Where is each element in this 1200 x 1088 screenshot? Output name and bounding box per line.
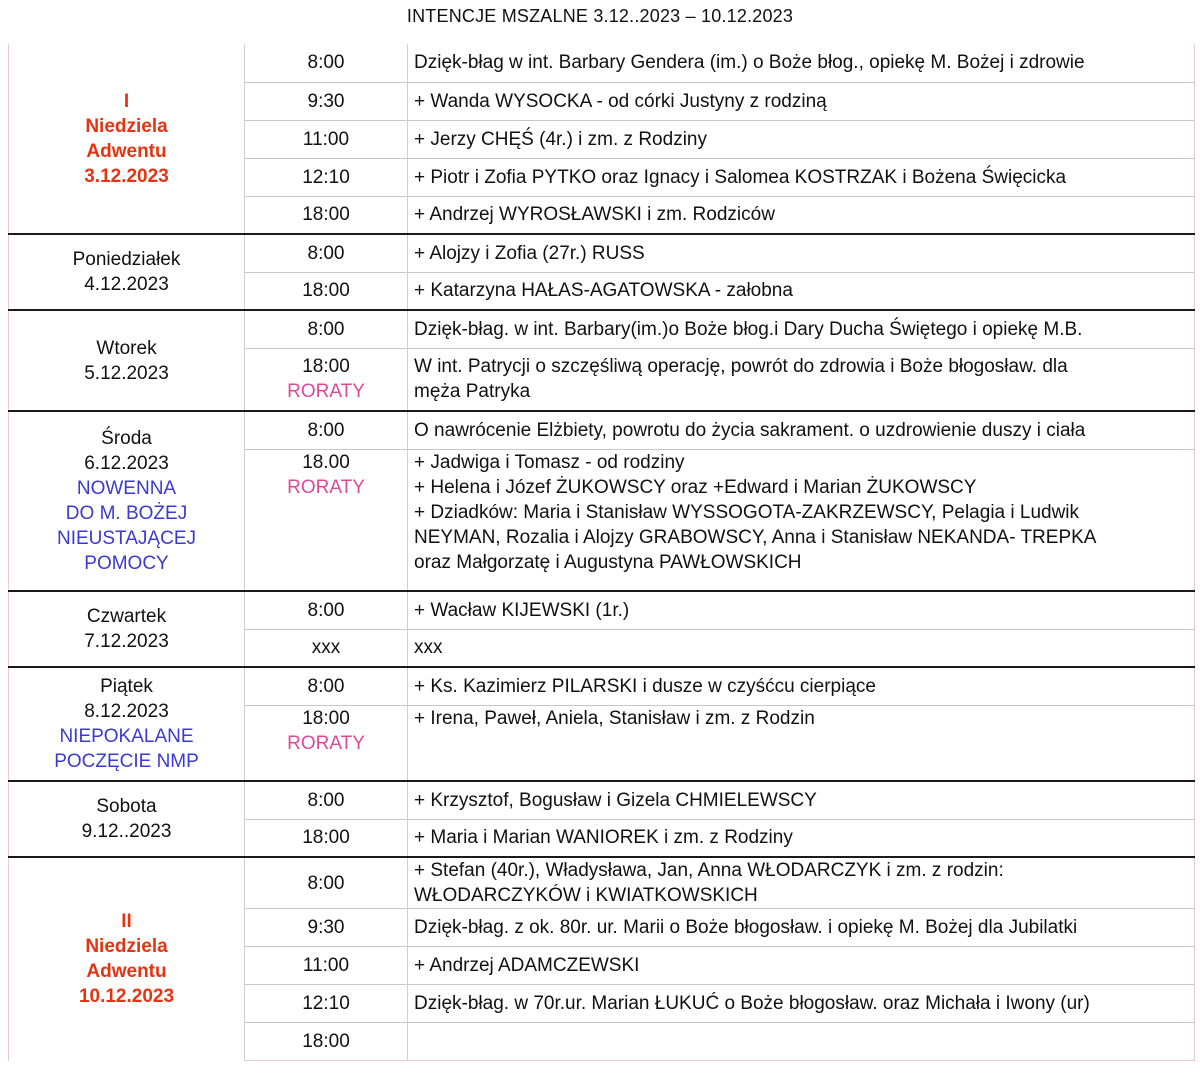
mass-time-value: 18.00 [302, 451, 350, 473]
intention-line: + Helena i Józef ŻUKOWSCY oraz +Edward i Marian ŻUKOWSCY [414, 476, 977, 498]
day-label-line: NIEPOKALANE [59, 726, 194, 747]
mass-time [245, 705, 408, 781]
mass-intention [408, 411, 1195, 449]
mass-intention [408, 985, 1195, 1023]
day-label-line: Adwentu [86, 140, 167, 162]
day-label [9, 781, 245, 857]
mass-time-value: xxx [311, 637, 341, 659]
day-label [9, 591, 245, 667]
mass-time-value: 18:00 [302, 827, 350, 849]
intention-line: + Krzysztof, Bogusław i Gizela CHMIELEWSCY [414, 789, 817, 811]
intention-line: Dzięk-błag. z ok. 80r. ur. Marii o Boże błogosław. i opiekę M. Bożej dla Jubilatki [414, 917, 1078, 938]
intention-line: męża Patryka [414, 381, 531, 403]
mass-time [245, 781, 408, 819]
mass-time-value: 11:00 [302, 955, 350, 976]
mass-time-value: 12:10 [302, 166, 350, 188]
intention-line: + Andrzej ADAMCZEWSKI [414, 955, 640, 976]
intention-line: + Andrzej WYROSŁAWSKI i zm. Rodziców [414, 204, 775, 226]
intention-line: xxx [414, 637, 443, 659]
mass-time-value: 8:00 [307, 872, 345, 894]
day-label-line: 6.12.2023 [84, 453, 169, 474]
mass-time-value: 9:30 [307, 90, 345, 112]
mass-time [245, 196, 408, 234]
mass-intention [408, 82, 1195, 120]
mass-time [245, 449, 408, 591]
mass-intention [408, 348, 1195, 411]
mass-intention [408, 196, 1195, 234]
mass-time-value: 18:00 [302, 1031, 350, 1052]
intention-line: Dzięk-błag. w 70r.ur. Marian ŁUKUĆ o Boże błogosław. oraz Michała i Iwony (ur) [414, 993, 1090, 1014]
mass-time [245, 272, 408, 310]
intention-line: oraz Małgorzatę i Augustyna PAWŁOWSKICH [414, 551, 802, 573]
mass-row [9, 310, 1195, 348]
day-label-line: Poniedziałek [72, 249, 181, 270]
mass-time-value: 11:00 [302, 128, 350, 150]
mass-intention [408, 1023, 1195, 1061]
day-label-line: Niedziela [85, 936, 168, 958]
intention-line: + Stefan (40r.), Władysława, Jan, Anna WŁODARCZYK i zm. z rodzin: [414, 860, 1004, 881]
intention-line: Dzięk-błag. w int. Barbary(im.)o Boże błog.i Dary Ducha Świętego i opiekę M.B. [414, 318, 1083, 340]
mass-time [245, 44, 408, 82]
mass-time-value: 8:00 [307, 419, 345, 441]
mass-time-value: 8:00 [307, 318, 345, 340]
mass-intentions-table [8, 44, 1195, 1061]
day-label-line: Sobota [96, 796, 157, 817]
roraty-note: RORATY [287, 381, 365, 403]
day-label-line: Czwartek [86, 606, 167, 627]
roraty-note: RORATY [287, 732, 365, 754]
intention-line: + Jerzy CHĘŚ (4r.) i zm. z Rodziny [414, 128, 707, 150]
mass-time [245, 947, 408, 985]
mass-intention [408, 947, 1195, 985]
day-label-line: 7.12.2023 [84, 631, 169, 652]
mass-time-value: 18:00 [302, 356, 350, 378]
mass-time [245, 411, 408, 449]
mass-time-value: 9:30 [307, 917, 345, 938]
intention-line: + Wacław KIJEWSKI (1r.) [414, 599, 630, 621]
mass-time-value: 8:00 [307, 599, 345, 621]
mass-row [9, 667, 1195, 705]
day-label-line: 10.12.2023 [78, 986, 175, 1008]
intention-line: + Dziadków: Maria i Stanisław WYSSOGOTA-ZAKRZEWSCY, Pelagia i Ludwik [414, 501, 1080, 523]
mass-intention [408, 857, 1195, 909]
page-title: INTENCJE MSZALNE 3.12..2023 – 10.12.2023 [406, 6, 794, 26]
mass-time [245, 310, 408, 348]
intention-line: W int. Patrycji o szczęśliwą operację, powrót do zdrowia i Boże błogosław. dla [414, 356, 1068, 378]
day-label [9, 44, 245, 234]
mass-time [245, 348, 408, 411]
intention-line: + Alojzy i Zofia (27r.) RUSS [414, 242, 645, 264]
intention-line: O nawrócenie Elżbiety, powrotu do życia sakrament. o uzdrowienie duszy i ciała [414, 419, 1086, 441]
day-label-line: I [123, 90, 130, 112]
mass-intention [408, 310, 1195, 348]
mass-time [245, 82, 408, 120]
day-label-line: Adwentu [86, 961, 167, 983]
intention-line: + Jadwiga i Tomasz - od rodziny [414, 451, 685, 473]
schedule-body [9, 44, 1195, 1061]
mass-intention [408, 234, 1195, 272]
mass-intention [408, 158, 1195, 196]
intention-line: + Piotr i Zofia PYTKO oraz Ignacy i Salomea KOSTRZAK i Bożena Święcicka [414, 166, 1067, 188]
mass-time-value: 8:00 [307, 242, 345, 264]
day-label-line: NOWENNA [76, 478, 177, 499]
day-label [9, 310, 245, 411]
day-label-line: POMOCY [84, 553, 169, 574]
mass-time [245, 1023, 408, 1061]
mass-time-value: 8:00 [307, 52, 345, 74]
intention-line: + Irena, Paweł, Aniela, Stanisław i zm. z Rodzin [414, 707, 815, 729]
mass-time [245, 819, 408, 857]
day-label-line: NIEUSTAJĄCEJ [56, 528, 196, 549]
day-label-line: Środa [101, 428, 152, 449]
mass-time-value: 18:00 [302, 280, 350, 302]
mass-intention [408, 781, 1195, 819]
day-label-line: Wtorek [96, 337, 157, 359]
mass-row [9, 411, 1195, 449]
day-label-line: 8.12.2023 [84, 701, 169, 722]
intention-line: + Maria i Marian WANIOREK i zm. z Rodziny [414, 827, 793, 849]
mass-time [245, 158, 408, 196]
mass-row [9, 857, 1195, 909]
mass-intention [408, 120, 1195, 158]
mass-time-value: 18:00 [302, 707, 350, 729]
mass-time [245, 667, 408, 705]
mass-time-value: 18:00 [302, 204, 350, 226]
mass-row [9, 591, 1195, 629]
mass-row [9, 234, 1195, 272]
intention-line: Dzięk-błag w int. Barbary Gendera (im.) o Boże błog., opiekę M. Bożej i zdrowie [414, 52, 1085, 74]
mass-intention [408, 819, 1195, 857]
mass-intention [408, 705, 1195, 781]
mass-row [9, 781, 1195, 819]
day-label-line: Piątek [100, 676, 153, 697]
day-label-line: 5.12.2023 [84, 362, 169, 384]
mass-intention [408, 909, 1195, 947]
day-label [9, 411, 245, 591]
day-label-line: 3.12.2023 [84, 165, 169, 187]
day-label-line: POCZĘCIE NMP [54, 751, 199, 772]
roraty-note: RORATY [287, 476, 365, 498]
mass-intention [408, 44, 1195, 82]
mass-time [245, 985, 408, 1023]
intention-line: + Wanda WYSOCKA - od córki Justyny z rodziną [414, 90, 827, 112]
mass-time [245, 909, 408, 947]
intention-line: NEYMAN, Rozalia i Alojzy GRABOWSCY, Anna i Stanisław NEKANDA- TREPKA [414, 526, 1097, 548]
mass-intention [408, 629, 1195, 667]
day-label-line: DO M. BOŻEJ [65, 503, 188, 524]
mass-time-value: 12:10 [302, 993, 350, 1014]
mass-time [245, 120, 408, 158]
intention-line: WŁODARCZYKÓW i KWIATKOWSKICH [414, 885, 758, 906]
mass-time [245, 629, 408, 667]
day-label-line: 9.12..2023 [81, 821, 172, 842]
mass-time-value: 8:00 [307, 789, 345, 811]
day-label-line: Niedziela [85, 115, 168, 137]
intention-line: + Ks. Kazimierz PILARSKI i dusze w czyśćcu cierpiące [414, 675, 876, 697]
mass-time [245, 857, 408, 909]
day-label-line: 4.12.2023 [84, 274, 169, 295]
mass-intention [408, 667, 1195, 705]
mass-time-value: 8:00 [307, 675, 345, 697]
day-label [9, 234, 245, 310]
day-label [9, 857, 245, 1061]
day-label-line: II [121, 911, 132, 933]
mass-time [245, 591, 408, 629]
mass-time [245, 234, 408, 272]
day-label [9, 667, 245, 781]
mass-intention [408, 272, 1195, 310]
intention-line: + Katarzyna HAŁAS-AGATOWSKA - załobna [414, 280, 793, 302]
mass-intention [408, 591, 1195, 629]
mass-intention [408, 449, 1195, 591]
mass-row [9, 44, 1195, 82]
